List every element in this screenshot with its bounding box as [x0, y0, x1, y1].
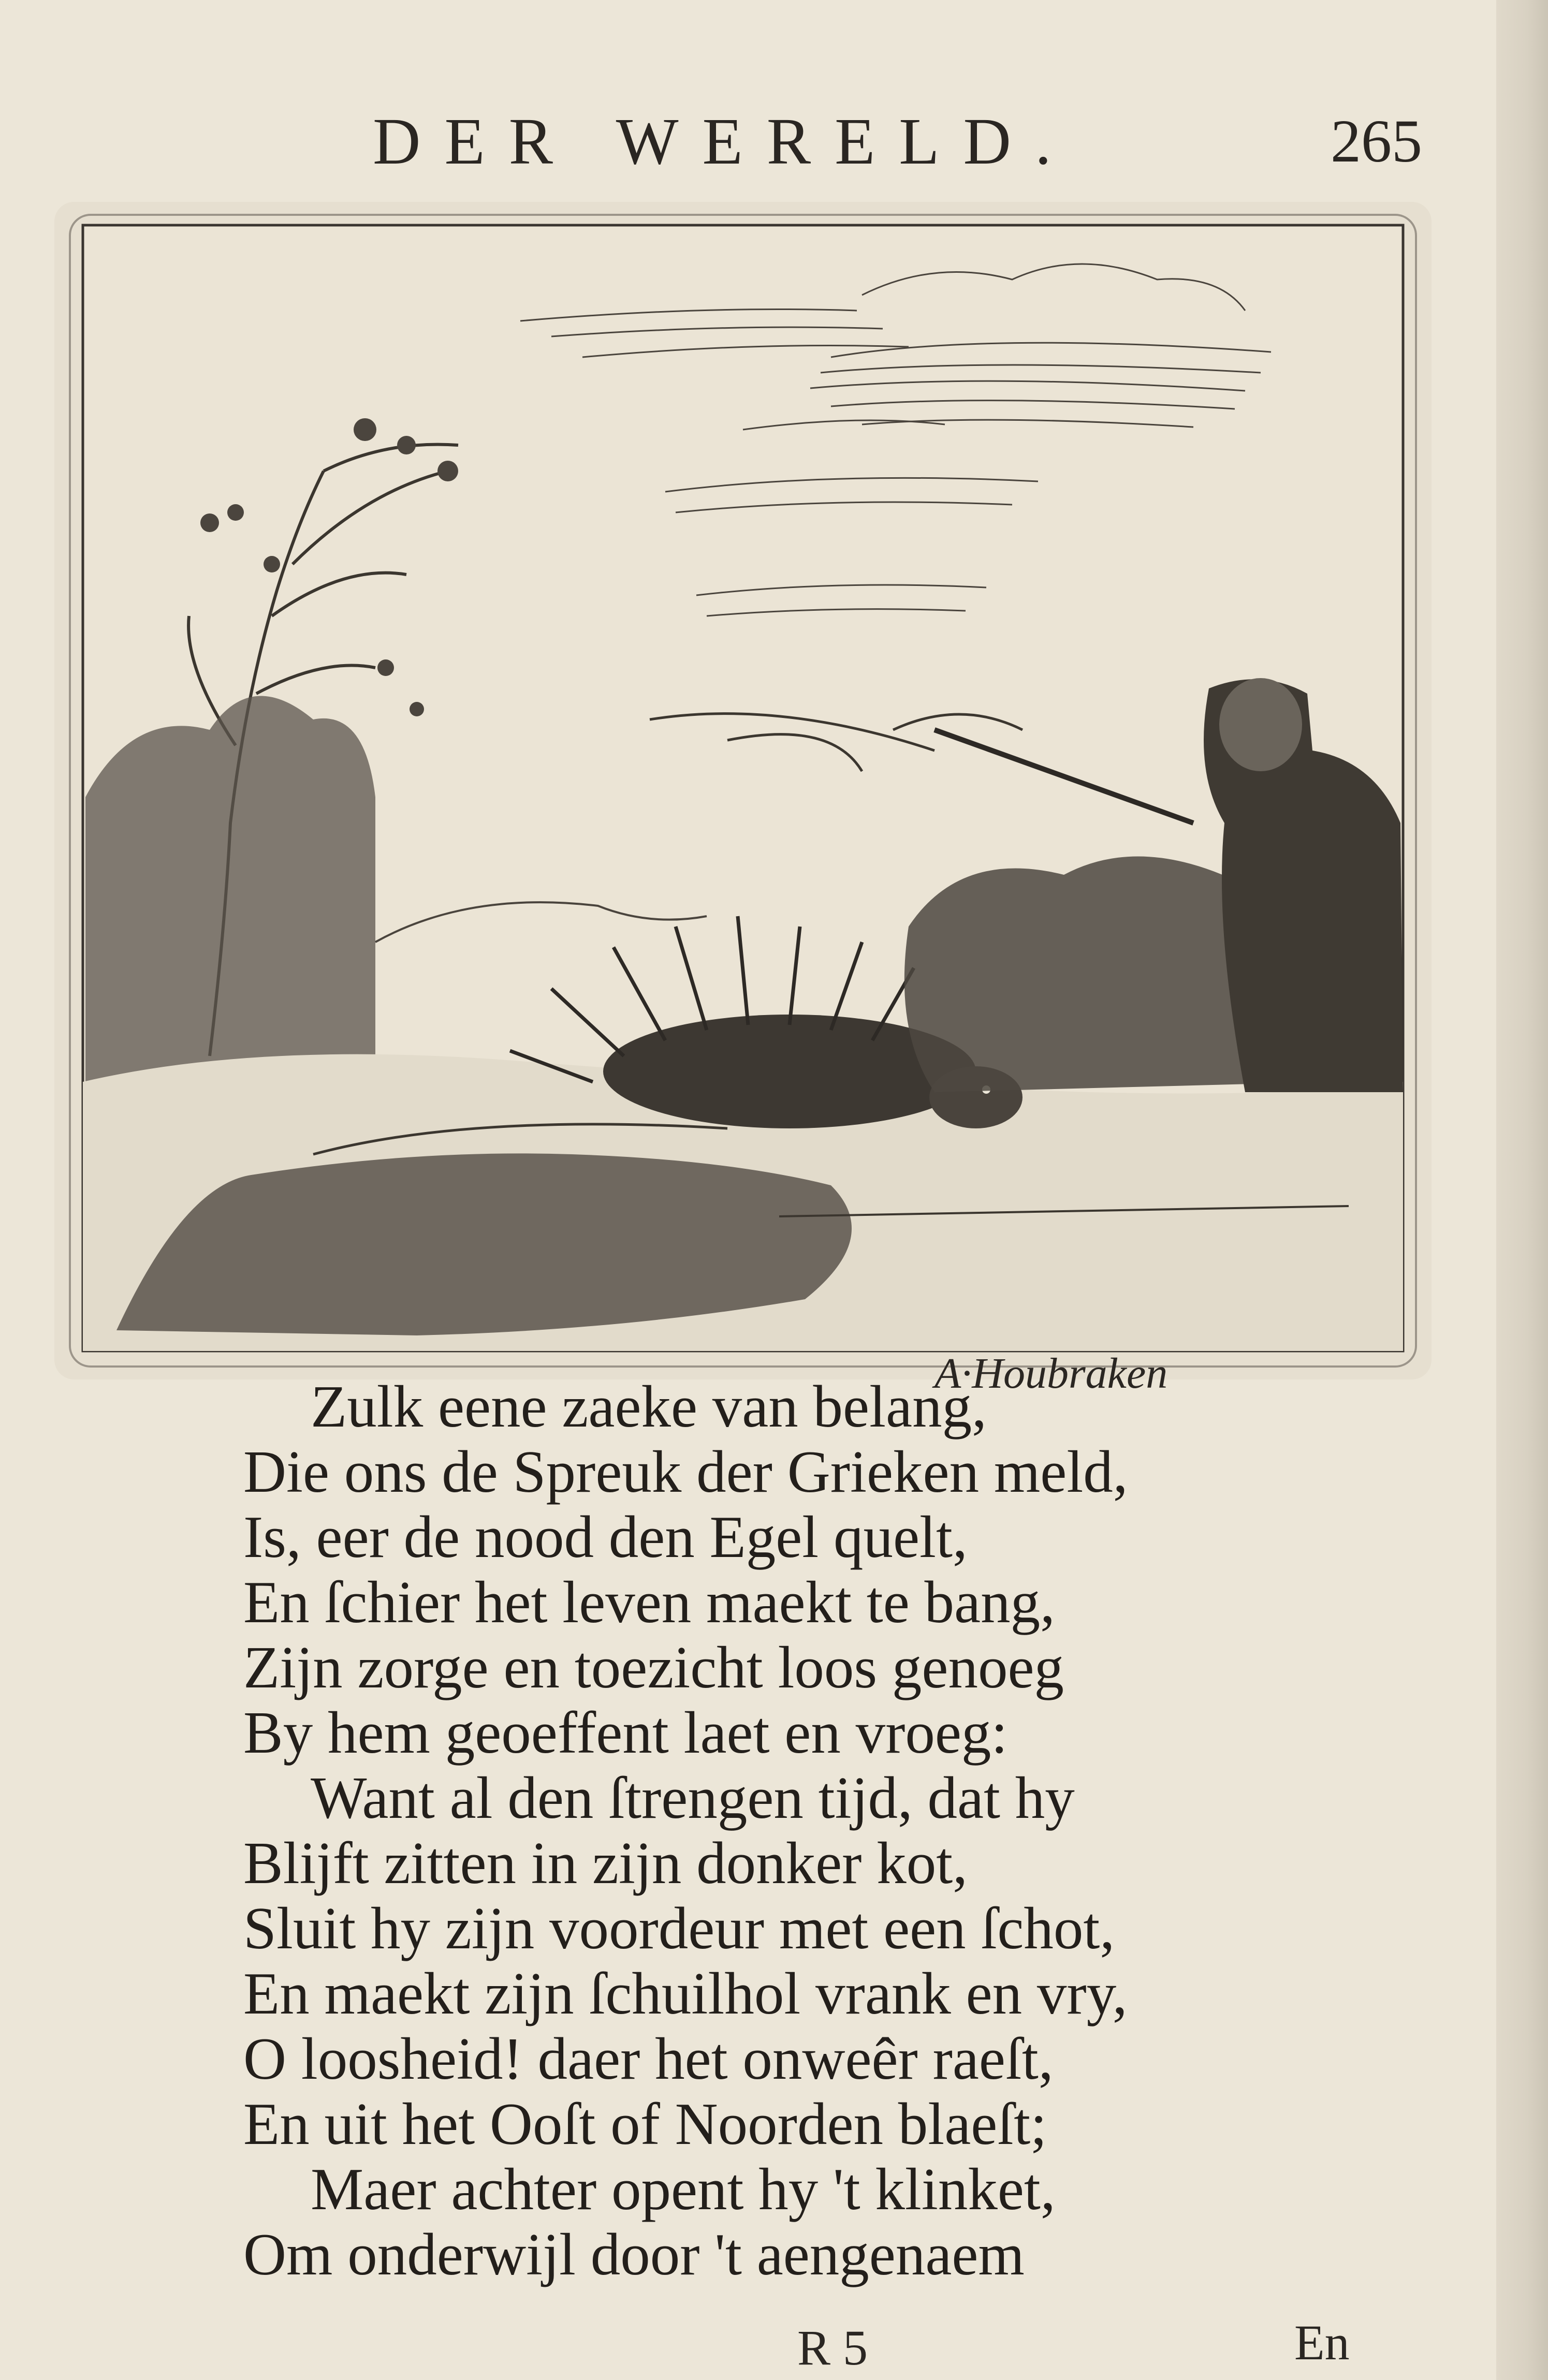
- adjacent-page-edge: [1496, 0, 1548, 2380]
- poem-line: Die ons de Spreuk der Grieken meld,: [243, 1439, 1128, 1505]
- etching-plate: [54, 202, 1432, 1398]
- poem-line: En uit het Ooſt of Noorden blaeſt;: [243, 2091, 1047, 2157]
- poem-line: Om onderwijl door 't aengenaem: [243, 2222, 1025, 2287]
- poem-line: Is, eer de nood den Egel quelt,: [243, 1504, 968, 1570]
- page-number: 265: [1331, 107, 1422, 175]
- poem-line: Zulk eene zaeke van belang,: [311, 1374, 987, 1439]
- poem-line: Zijn zorge en toezicht loos genoeg: [243, 1635, 1064, 1700]
- hedgehog-landscape-etching: [54, 202, 1432, 1379]
- poem-line: Blijft zitten in zijn donker kot,: [243, 1830, 968, 1896]
- poem-line: Sluit hy zijn voordeur met een ſchot,: [243, 1896, 1115, 1961]
- poem-line: O loosheid! daer het onweêr raeſt,: [243, 2026, 1054, 2092]
- poem-text: [243, 1374, 1227, 2287]
- poem-line: En maekt zijn ſchuilhol vrank en vry,: [243, 1961, 1128, 2026]
- catchword: En: [1294, 2315, 1350, 2370]
- poem-line: Want al den ſtrengen tijd, dat hy: [311, 1765, 1075, 1831]
- signature-mark: R 5: [797, 2320, 868, 2375]
- left-bushes: [85, 696, 375, 1082]
- running-head: DER WERELD.: [373, 105, 1075, 178]
- poem-line: Maer achter opent hy 't klinket,: [311, 2156, 1056, 2222]
- artist-signature: A·Houbraken: [934, 1349, 1168, 1398]
- poem-line: By hem geoeffent laet en vroeg:: [243, 1700, 1008, 1766]
- poem-line: En ſchier het leven maekt te bang,: [243, 1569, 1055, 1635]
